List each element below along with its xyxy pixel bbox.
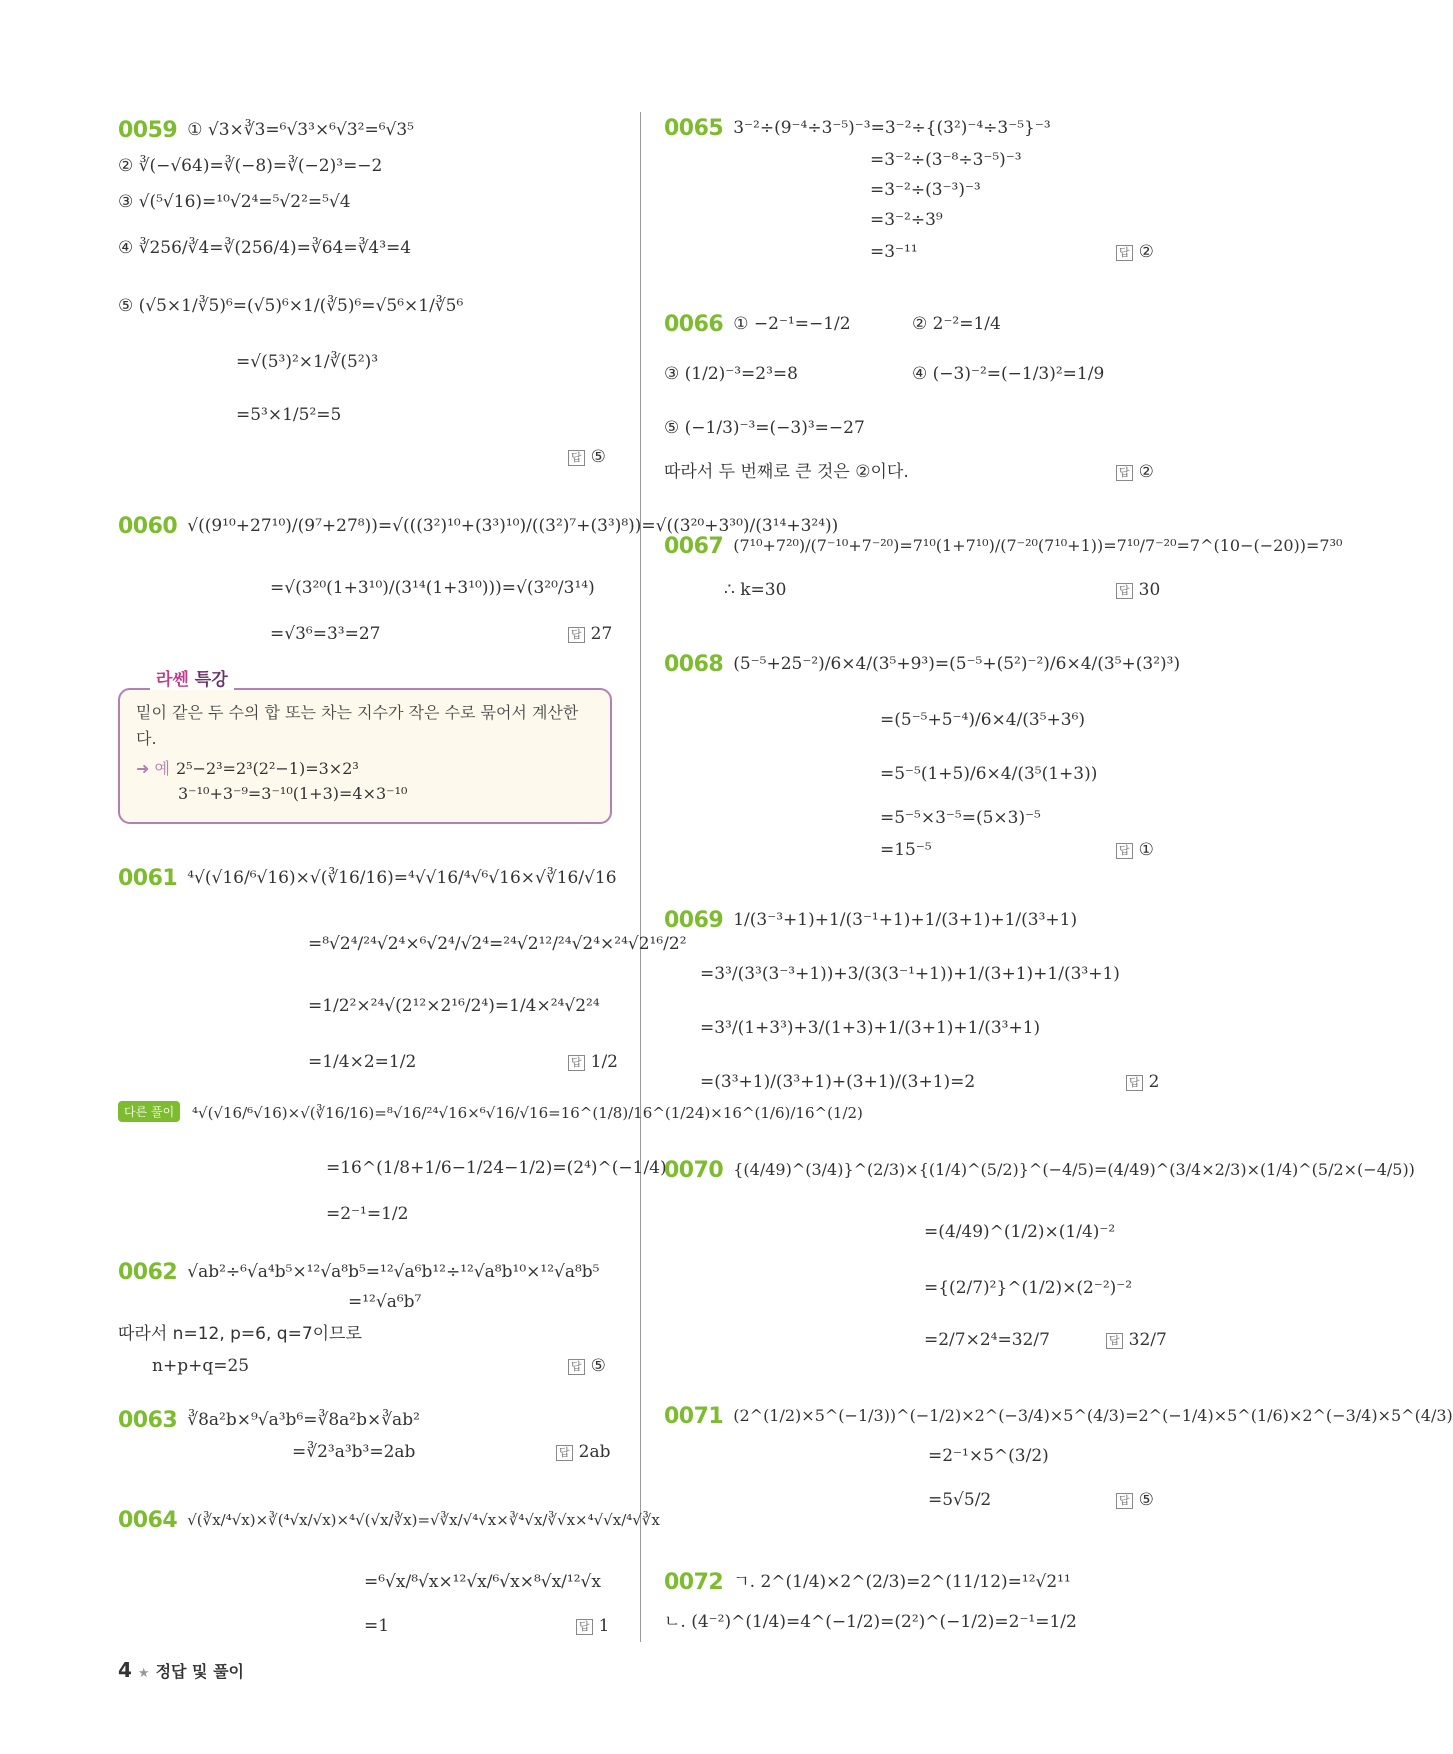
p0059-answer-value: ⑤ (590, 447, 606, 467)
p0065-number: 0065 (664, 115, 724, 141)
p0059-line2: ② ∛(−√64)=∛(−8)=∛(−2)³=−2 (118, 156, 383, 176)
p0063-answer (556, 1442, 610, 1462)
p0059-answer (568, 447, 606, 467)
p0061-text1: ⁴√(√16/⁶√16)×√(∛16/16)=⁴√√16/⁴√⁶√16×√∛16/√16 (187, 868, 617, 888)
p0062-line3: 따라서 n=12, p=6, q=7이므로 (118, 1324, 362, 1344)
p0063-answer-value: 2ab (578, 1442, 611, 1462)
p0060-answer (568, 624, 612, 644)
tip-example-2: 3⁻¹⁰+3⁻⁹=3⁻¹⁰(1+3)=4×3⁻¹⁰ (178, 784, 408, 803)
p0066-line2a: ③ (1/2)⁻³=2³=8 (664, 364, 798, 384)
p0061-line2: =⁸√2⁴/²⁴√2⁴×⁶√2⁴/√2⁴=²⁴√2¹²/²⁴√2⁴×²⁴√2¹⁶/2² (308, 934, 687, 954)
p0068-answer (1116, 840, 1154, 860)
p0071-line2: =2⁻¹×5^(3/2) (928, 1446, 1049, 1466)
p0061-answer (568, 1052, 618, 1072)
p0063-text1: ∛8a²b×⁹√a³b⁶=∛8a²b×∛ab² (187, 1410, 420, 1430)
p0070-number: 0070 (664, 1157, 724, 1183)
p0070-line3: ={(2/7)²}^(1/2)×(2⁻²)⁻² (924, 1278, 1133, 1298)
p0060-text1: √((9¹⁰+27¹⁰)/(9⁷+27⁸))=√(((3²)¹⁰+(3³)¹⁰)/((3²)⁷+(3³)⁸))=√((3²⁰+3³⁰)/(3¹⁴+3²⁴)) (187, 516, 839, 536)
p0060-line3: =√3⁶=3³=27 (270, 624, 381, 644)
p0070-line4: =2/7×2⁴=32/7 (924, 1330, 1050, 1350)
p0061-other-line3: =2⁻¹=1/2 (326, 1204, 409, 1224)
p0072-number: 0072 (664, 1569, 724, 1595)
answer-mark: 답 (1116, 583, 1133, 599)
p0061-line1 (118, 865, 617, 891)
p0071-answer (1116, 1490, 1154, 1510)
p0062-answer-value: ⑤ (590, 1356, 606, 1376)
p0059-line3: ③ √(⁵√16)=¹⁰√2⁴=⁵√2²=⁵√4 (118, 192, 351, 212)
tip-example-1 (136, 756, 359, 779)
answer-mark: 답 (1116, 245, 1133, 261)
answer-mark: 답 (1126, 1075, 1143, 1091)
p0070-line2: =(4/49)^(1/2)×(1/4)⁻² (924, 1222, 1116, 1242)
p0071-number: 0071 (664, 1403, 724, 1429)
p0063-line2: =∛2³a³b³=2ab (292, 1442, 416, 1462)
section-title: 정답 및 풀이 (155, 1662, 244, 1681)
p0059-line4: ④ ∛256/∛4=∛(256/4)=∛64=∛4³=4 (118, 238, 412, 258)
p0062-text1: √ab²÷⁶√a⁴b⁵×¹²√a⁸b⁵=¹²√a⁶b¹²÷¹²√a⁸b¹⁰×¹²√a⁸b⁵ (187, 1262, 600, 1282)
p0059-line7: =5³×1/5²=5 (236, 405, 342, 425)
p0070-line1 (664, 1157, 1415, 1183)
p0067-answer (1116, 580, 1160, 600)
p0069-answer-value: 2 (1148, 1072, 1160, 1092)
p0067-number: 0067 (664, 533, 724, 559)
p0071-text1: (2^(1/2)×5^(−1/3))^(−1/2)×2^(−3/4)×5^(4/3)=2^(−1/4)×5^(1/6)×2^(−3/4)×5^(4/3) (733, 1406, 1453, 1425)
p0066-line2b: ④ (−3)⁻²=(−1/3)²=1/9 (912, 364, 1105, 384)
p0068-answer-value: ① (1138, 840, 1154, 860)
p0060-line2: =√(3²⁰(1+3¹⁰)/(3¹⁴(1+3¹⁰)))=√(3²⁰/3¹⁴) (270, 578, 595, 598)
p0059-line6: =√(5³)²×1/∛(5²)³ (236, 352, 379, 372)
p0062-line1 (118, 1259, 600, 1285)
p0064-line2: =⁶√x/⁸√x×¹²√x/⁶√x×⁸√x/¹²√x (364, 1572, 601, 1592)
p0069-text1: 1/(3⁻³+1)+1/(3⁻¹+1)+1/(3+1)+1/(3³+1) (733, 910, 1078, 930)
tip-title (150, 665, 234, 690)
tip-example-1-text: 2⁵−2³=2³(2²−1)=3×2³ (175, 759, 359, 778)
p0066-text1a: ① −2⁻¹=−1/2 (733, 314, 851, 334)
answer-mark: 답 (1116, 1493, 1133, 1509)
p0062-answer (568, 1356, 606, 1376)
p0068-line5: =15⁻⁵ (880, 840, 932, 860)
p0069-line4: =(3³+1)/(3³+1)+(3+1)/(3+1)=2 (700, 1072, 976, 1092)
answer-mark: 답 (568, 1055, 585, 1071)
p0068-line3: =5⁻⁵(1+5)/6×4/(3⁵(1+3)) (880, 764, 1098, 784)
answer-mark: 답 (556, 1445, 573, 1461)
example-arrow-icon: ➜ 예 (136, 759, 170, 778)
p0067-line2: ∴ k=30 (724, 580, 787, 600)
p0064-line3: =1 (364, 1616, 390, 1636)
p0064-line1 (118, 1510, 660, 1531)
p0065-text1: 3⁻²÷(9⁻⁴÷3⁻⁵)⁻³=3⁻²÷{(3²)⁻⁴÷3⁻⁵}⁻³ (733, 118, 1051, 138)
p0070-answer (1106, 1330, 1167, 1350)
p0071-line3: =5√5/2 (928, 1490, 992, 1510)
p0069-line1 (664, 907, 1078, 933)
p0061-answer-value: 1/2 (590, 1052, 618, 1072)
p0069-line2: =3³/(3³(3⁻³+1))+3/(3(3⁻¹+1))+1/(3+1)+1/(3³+1) (700, 964, 1120, 984)
p0065-line4: =3⁻²÷3⁹ (870, 210, 943, 230)
p0060-answer-value: 27 (590, 624, 613, 644)
p0070-text1: {(4/49)^(3/4)}^(2/3)×{(1/4)^(5/2)}^(−4/5)=(4/49)^(3/4×2/3)×(1/4)^(5/2×(−4/5)) (733, 1160, 1415, 1179)
p0066-answer (1116, 462, 1154, 482)
p0061-number: 0061 (118, 865, 178, 891)
page-number: 4 (118, 1658, 132, 1682)
p0068-line4: =5⁻⁵×3⁻⁵=(5×3)⁻⁵ (880, 808, 1041, 828)
p0068-number: 0068 (664, 651, 724, 677)
p0061-other-line2: =16^(1/8+1/6−1/24−1/2)=(2⁴)^(−1/4) (326, 1158, 667, 1178)
p0063-line1 (118, 1407, 420, 1433)
p0065-line5: =3⁻¹¹ (870, 242, 918, 262)
other-solution-badge: 다른 풀이 (118, 1101, 180, 1122)
p0062-number: 0062 (118, 1259, 178, 1285)
p0059-text1: ① √3×∛3=⁶√3³×⁶√3²=⁶√3⁵ (187, 120, 414, 140)
p0072-line2: ㄴ. (4⁻²)^(1/4)=4^(−1/2)=(2²)^(−1/2)=2⁻¹=1/2 (664, 1612, 1077, 1632)
p0069-line3: =3³/(1+3³)+3/(1+3)+1/(3+1)+1/(3³+1) (700, 1018, 1041, 1038)
answer-mark: 답 (1106, 1333, 1123, 1349)
p0066-line3: ⑤ (−1/3)⁻³=(−3)³=−27 (664, 418, 865, 438)
p0068-line2: =(5⁻⁵+5⁻⁴)/6×4/(3⁵+3⁶) (880, 710, 1086, 730)
p0061-other-line1: ⁴√(√16/⁶√16)×√(∛16/16)=⁸√16/²⁴√16×⁶√16/√16=16^(1/8)/16^(1/24)×16^(1/6)/16^(1/2) (192, 1104, 863, 1122)
p0067-line1 (664, 533, 1343, 559)
answer-mark: 답 (568, 450, 585, 466)
answer-mark: 답 (568, 627, 585, 643)
answer-mark: 답 (576, 1619, 593, 1635)
answer-mark: 답 (1116, 465, 1133, 481)
p0066-number: 0066 (664, 311, 724, 337)
tip-title-brand: 라쎈 (156, 670, 189, 690)
p0069-number: 0069 (664, 907, 724, 933)
p0060-number: 0060 (118, 513, 178, 539)
column-divider (640, 112, 641, 1642)
p0060-line1 (118, 513, 839, 539)
p0061-line4: =1/4×2=1/2 (308, 1052, 417, 1072)
p0061-line3: =1/2²×²⁴√(2¹²×2¹⁶/2⁴)=1/4×²⁴√2²⁴ (308, 996, 600, 1016)
p0068-line1 (664, 651, 1181, 677)
p0070-answer-value: 32/7 (1128, 1330, 1167, 1350)
p0065-line3: =3⁻²÷(3⁻³)⁻³ (870, 180, 981, 200)
p0065-answer-value: ② (1138, 242, 1154, 262)
star-icon: ★ (137, 1666, 150, 1681)
tip-text: 밑이 같은 두 수의 합 또는 차는 지수가 작은 수로 묶어서 계산한다. (136, 703, 579, 748)
p0059-line5: ⑤ (√5×1/∛5)⁶=(√5)⁶×1/(∛5)⁶=√5⁶×1/∛5⁶ (118, 296, 464, 316)
p0064-text1: √(∛x/⁴√x)×∛(⁴√x/√x)×⁴√(√x/∛x)=√∛x/√⁴√x×∛⁴√x/∛√x×⁴√√x/⁴√∛x (187, 1511, 660, 1529)
p0064-answer (576, 1616, 609, 1636)
tip-title-label: 특강 (194, 670, 228, 690)
p0066-line1a (664, 311, 851, 337)
p0064-number: 0064 (118, 1508, 178, 1533)
p0063-number: 0063 (118, 1407, 178, 1433)
p0062-line4: n+p+q=25 (152, 1356, 250, 1376)
p0067-text1: (7¹⁰+7²⁰)/(7⁻¹⁰+7⁻²⁰)=7¹⁰(1+7¹⁰)/(7⁻²⁰(7¹⁰+1))=7¹⁰/7⁻²⁰=7^(10−(−20))=7³⁰ (733, 536, 1343, 555)
p0066-line4: 따라서 두 번째로 큰 것은 ②이다. (664, 462, 909, 482)
p0072-text1: ㄱ. 2^(1/4)×2^(2/3)=2^(11/12)=¹²√2¹¹ (733, 1572, 1071, 1592)
p0069-answer (1126, 1072, 1159, 1092)
page-footer (118, 1658, 244, 1682)
p0065-answer (1116, 242, 1154, 262)
answer-mark: 답 (1116, 843, 1133, 859)
p0059-line1 (118, 117, 414, 143)
answer-mark: 답 (568, 1359, 585, 1375)
p0066-line1b: ② 2⁻²=1/4 (912, 314, 1001, 334)
p0071-answer-value: ⑤ (1138, 1490, 1154, 1510)
p0071-line1 (664, 1403, 1453, 1429)
p0059-number: 0059 (118, 117, 178, 143)
p0066-answer-value: ② (1138, 462, 1154, 482)
p0067-answer-value: 30 (1138, 580, 1161, 600)
p0068-text1: (5⁻⁵+25⁻²)/6×4/(3⁵+9³)=(5⁻⁵+(5²)⁻²)/6×4/(3⁵+(3²)³) (733, 654, 1181, 674)
p0062-line2: =¹²√a⁶b⁷ (348, 1292, 422, 1312)
p0064-answer-value: 1 (598, 1616, 610, 1636)
p0065-line2: =3⁻²÷(3⁻⁸÷3⁻⁵)⁻³ (870, 150, 1022, 170)
p0072-line1 (664, 1569, 1071, 1595)
p0065-line1 (664, 115, 1051, 141)
